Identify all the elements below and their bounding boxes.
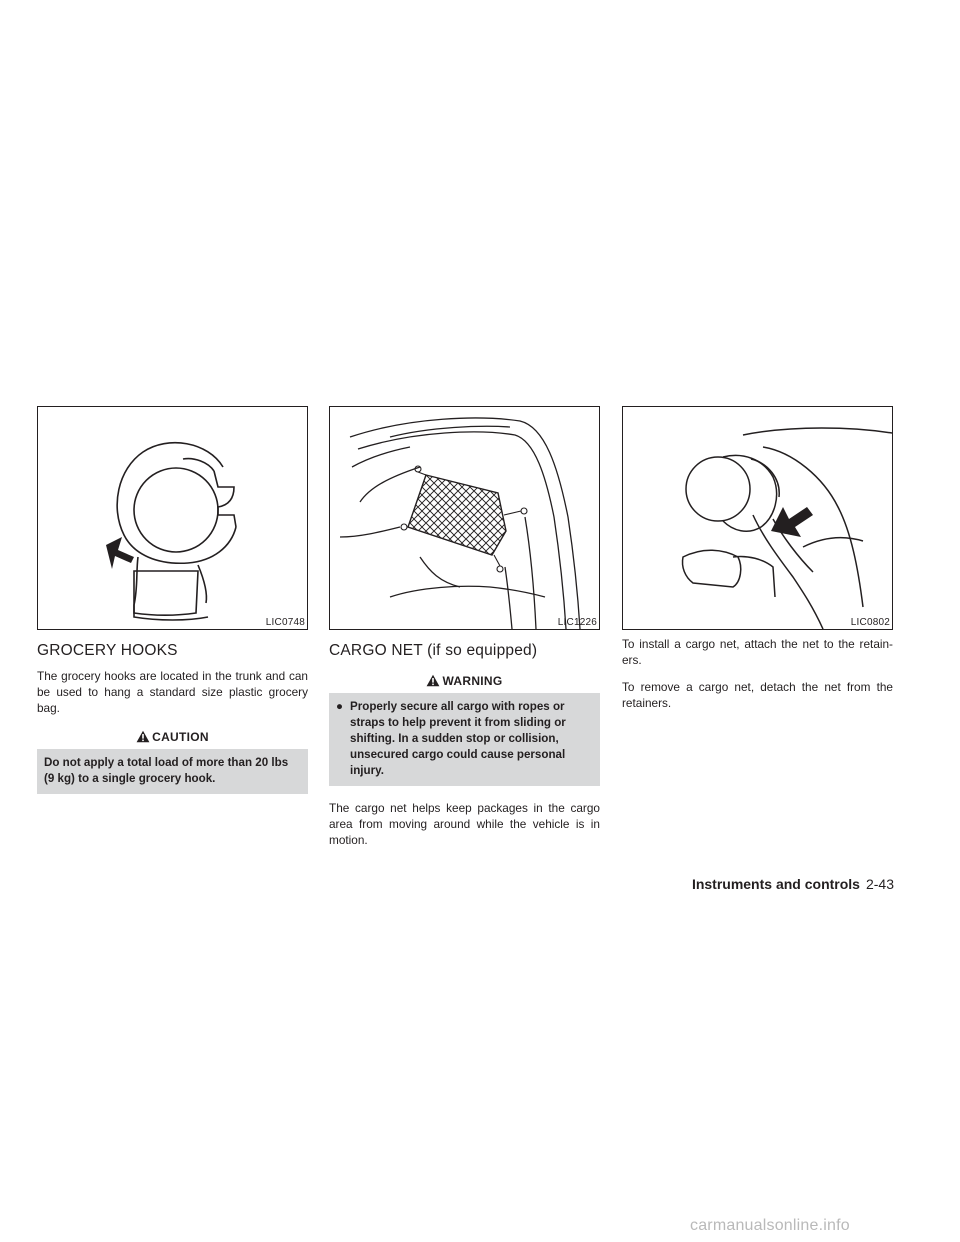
cargo-net-heading: CARGO NET (if so equipped) [329,642,538,659]
figure-cargo-net [329,406,600,630]
install-text: To install a cargo net, attach the net to the retain-ers. [622,637,893,667]
cargo-net-body: The cargo net helps keep packages in the cargo area from moving around while the vehicle is in motion. [329,801,600,847]
caution-box [37,730,308,794]
warning-icon [426,674,440,687]
column-install-remove [622,406,893,722]
grocery-hooks-body: The grocery hooks are located in the trunk and can be used to hang a standard size plastic grocery bag. [37,669,308,715]
grocery-hook-illustration [38,407,307,629]
figure-retainer [622,406,893,630]
figure-code: LIC0802 [850,617,890,628]
column-grocery-hooks [37,406,308,808]
arrow-icon [771,507,813,537]
arrow-icon [106,537,134,569]
warning-box [329,674,600,786]
watermark: carmanualsonline.info [690,1217,850,1234]
remove-text: To remove a cargo net, detach the net from the retainers. [622,680,893,710]
column-cargo-net [329,406,600,859]
bullet-icon: ● [336,700,344,713]
cargo-net-illustration [330,407,599,629]
caution-text: Do not apply a total load of more than 20 lbs (9 kg) to a single grocery hook. [44,756,289,785]
retainer-illustration [623,407,892,629]
figure-grocery-hook [37,406,308,630]
figure-code: LIC1226 [557,617,597,628]
figure-code: LIC0748 [265,617,305,628]
page-footer [692,876,894,892]
caution-icon [136,730,150,743]
warning-text: Properly secure all cargo with ropes or straps to help prevent it from sliding or shifting. In a sudden stop or collision, unsecured cargo could cause personal injury. [350,700,566,777]
section-title: Instruments and controls [691,876,860,892]
grocery-hooks-heading: GROCERY HOOKS [37,642,178,659]
caution-label: CAUTION [152,730,209,744]
warning-label: WARNING [442,674,503,688]
page-number: 2-43 [865,876,894,892]
